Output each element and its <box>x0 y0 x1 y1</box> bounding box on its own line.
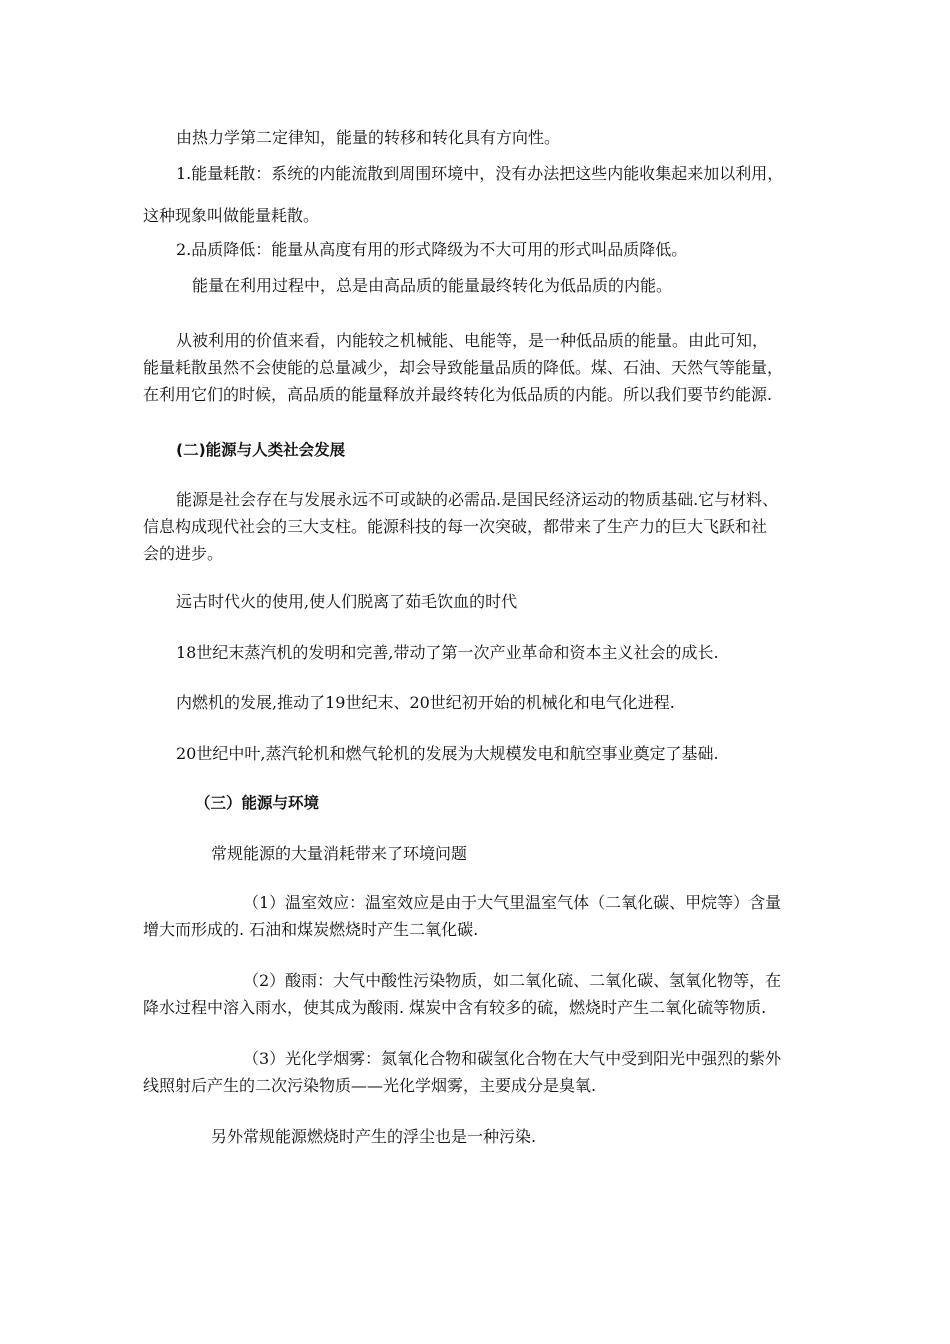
paragraph-line: 这种现象叫做能量耗散。 <box>143 206 320 225</box>
list-item-quality-degradation: 2.品质降低：能量从高度有用的形式降级为不大可用的形式叫品质降低。 <box>176 240 688 259</box>
paragraph-line: 在利用它们的时候，高品质的能量释放并最终转化为低品质的内能。所以我们要节约能源. <box>143 385 773 404</box>
paragraph-line: 从被利用的价值来看，内能较之机械能、电能等，是一种低品质的能量。由此可知， <box>176 331 769 350</box>
list-item-acid-rain: （2）酸雨：大气中酸性污染物质，如二氧化硫、二氧化碳、氢氧化物等，在 <box>243 971 782 990</box>
paragraph-line: 20世纪中叶,蒸汽轮机和燃气轮机的发展为大规模发电和航空事业奠定了基础. <box>176 744 719 763</box>
paragraph-line: 另外常规能源燃烧时产生的浮尘也是一种污染. <box>211 1127 537 1146</box>
list-item-greenhouse-effect: （1）温室效应：温室效应是由于大气里温室气体（二氧化碳、甲烷等）含量 <box>243 893 782 912</box>
paragraph-line: 由热力学第二定律知，能量的转移和转化具有方向性。 <box>176 128 561 147</box>
list-item-energy-dissipation: 1.能量耗散：系统的内能流散到周围环境中，没有办法把这些内能收集起来加以利用， <box>176 164 784 183</box>
paragraph-line: 增大而形成的. 石油和煤炭燃烧时产生二氧化碳. <box>143 920 479 939</box>
paragraph-line: 远古时代火的使用,使人们脱离了茹毛饮血的时代 <box>176 592 518 611</box>
paragraph-line: 会的进步。 <box>143 544 224 563</box>
paragraph-line: 线照射后产生的二次污染物质——光化学烟雾，主要成分是臭氧. <box>143 1076 597 1095</box>
paragraph-line: 能量耗散虽然不会使能的总量减少，却会导致能量品质的降低。煤、石油、天然气等能量， <box>143 358 784 377</box>
paragraph-line: 降水过程中溶入雨水，使其成为酸雨. 煤炭中含有较多的硫，燃烧时产生二氧化硫等物质. <box>143 998 767 1017</box>
paragraph-line: 信息构成现代社会的三大支柱。能源科技的每一次突破，都带来了生产力的巨大飞跃和社 <box>143 517 768 536</box>
section-heading-energy-society: (二)能源与人类社会发展 <box>176 441 346 459</box>
paragraph-line: 常规能源的大量消耗带来了环境问题 <box>211 844 468 863</box>
list-item-photochemical-smog: （3）光化学烟雾：氮氧化合物和碳氢化合物在大气中受到阳光中强烈的紫外 <box>243 1049 782 1068</box>
paragraph-line: 能量在利用过程中，总是由高品质的能量最终转化为低品质的内能。 <box>192 276 673 295</box>
paragraph-line: 能源是社会存在与发展永远不可或缺的必需品.是国民经济运动的物质基础.它与材料、 <box>176 490 779 509</box>
paragraph-line: 18世纪末蒸汽机的发明和完善,带动了第一次产业革命和资本主义社会的成长. <box>176 643 719 662</box>
section-heading-energy-environment: （三）能源与环境 <box>195 794 320 812</box>
paragraph-line: 内燃机的发展,推动了19世纪末、20世纪初开始的机械化和电气化进程. <box>176 693 675 712</box>
